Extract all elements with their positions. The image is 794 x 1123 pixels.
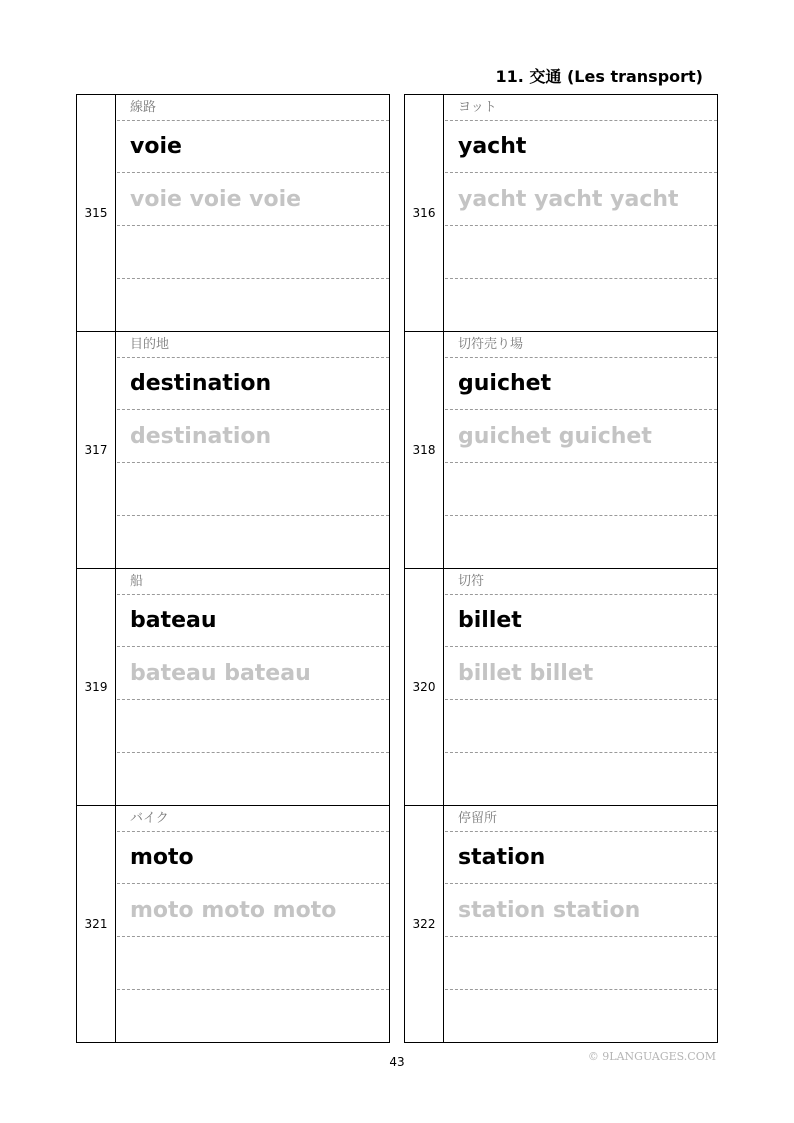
card-meaning: 目的地: [117, 332, 389, 358]
card-word: moto: [117, 832, 389, 884]
card-trace: destination: [117, 410, 389, 463]
writing-line: [117, 516, 389, 568]
card-number: 320: [405, 569, 444, 805]
page-title: 11. 交通 (Les transport): [495, 67, 703, 86]
card-trace: bateau bateau: [117, 647, 389, 700]
vocab-card: [77, 332, 389, 569]
card-meaning: バイク: [117, 806, 389, 832]
writing-line: [117, 700, 389, 753]
writing-line: [445, 463, 717, 516]
writing-line: [445, 937, 717, 990]
card-number: 319: [77, 569, 116, 805]
copyright: © 9LANGUAGES.COM: [587, 1050, 716, 1063]
card-number: 318: [405, 332, 444, 568]
vocab-card: [77, 569, 389, 806]
card-trace: billet billet: [445, 647, 717, 700]
vocab-card: [77, 95, 389, 332]
card-number: 321: [77, 806, 116, 1042]
card-number: 322: [405, 806, 444, 1042]
card-trace: yacht yacht yacht: [445, 173, 717, 226]
page-number: 43: [389, 1055, 405, 1069]
card-word: billet: [445, 595, 717, 647]
vocab-card: [77, 806, 389, 1043]
card-trace: voie voie voie: [117, 173, 389, 226]
writing-line: [445, 226, 717, 279]
writing-line: [445, 753, 717, 805]
card-word: station: [445, 832, 717, 884]
card-trace: guichet guichet: [445, 410, 717, 463]
card-word: yacht: [445, 121, 717, 173]
writing-line: [445, 516, 717, 568]
right-column: [404, 94, 718, 1043]
card-word: bateau: [117, 595, 389, 647]
card-word: voie: [117, 121, 389, 173]
left-column: [76, 94, 390, 1043]
writing-line: [117, 226, 389, 279]
writing-line: [445, 990, 717, 1042]
writing-line: [117, 753, 389, 805]
card-number: 315: [77, 95, 116, 331]
writing-line: [445, 279, 717, 331]
card-meaning: 船: [117, 569, 389, 595]
card-meaning: 停留所: [445, 806, 717, 832]
card-trace: station station: [445, 884, 717, 937]
card-word: guichet: [445, 358, 717, 410]
card-trace: moto moto moto: [117, 884, 389, 937]
vocab-card: [405, 806, 717, 1043]
card-word: destination: [117, 358, 389, 410]
writing-line: [117, 279, 389, 331]
vocab-card: [405, 332, 717, 569]
card-meaning: ヨット: [445, 95, 717, 121]
writing-line: [117, 937, 389, 990]
card-number: 317: [77, 332, 116, 568]
card-number: 316: [405, 95, 444, 331]
card-meaning: 線路: [117, 95, 389, 121]
writing-line: [117, 463, 389, 516]
vocab-card: [405, 569, 717, 806]
vocab-card: [405, 95, 717, 332]
card-meaning: 切符売り場: [445, 332, 717, 358]
writing-line: [445, 700, 717, 753]
writing-line: [117, 990, 389, 1042]
card-meaning: 切符: [445, 569, 717, 595]
